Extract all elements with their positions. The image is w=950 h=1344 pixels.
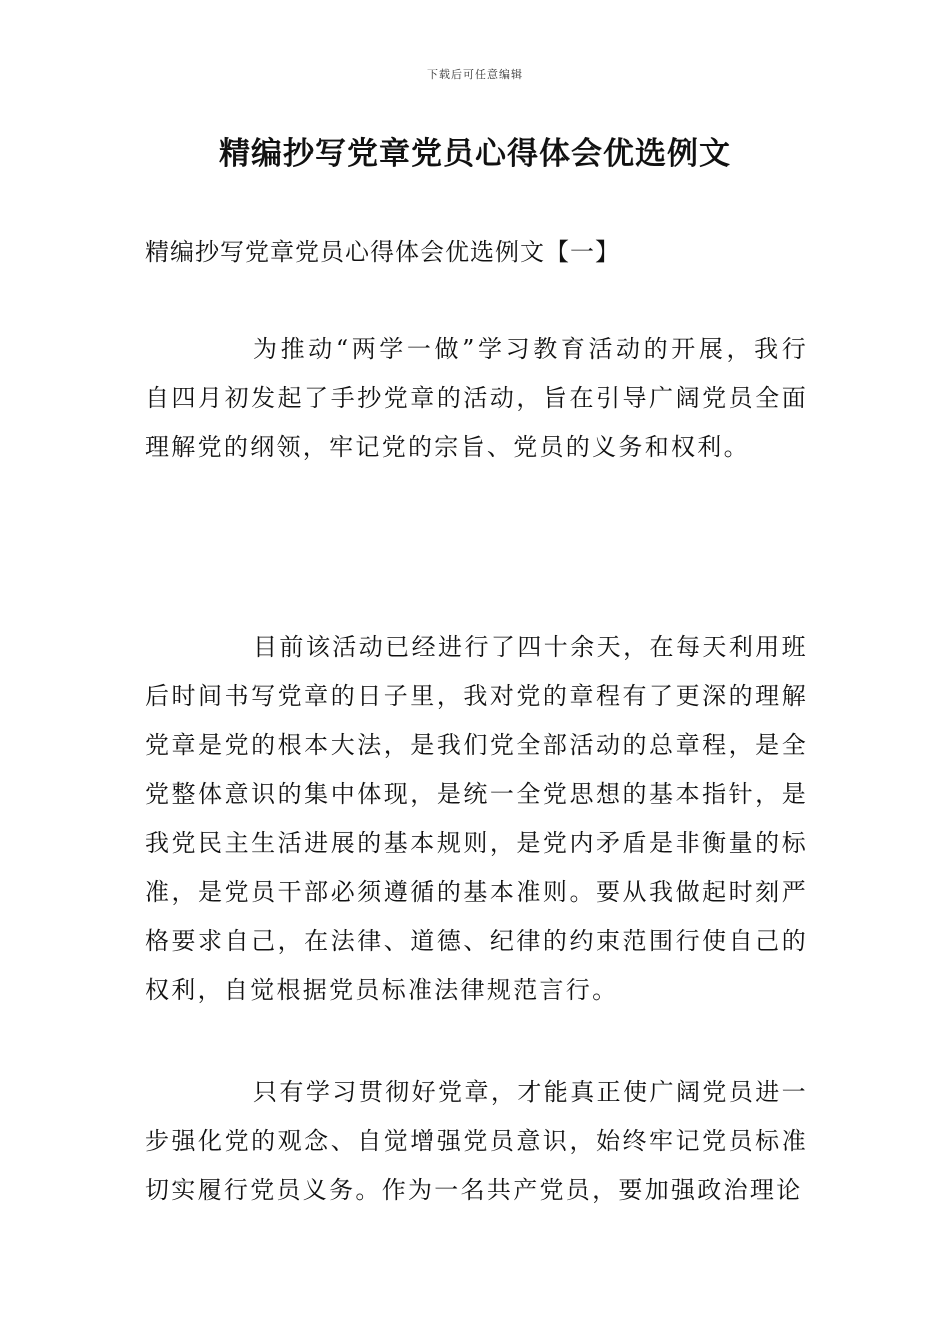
document-title: 精编抄写党章党员心得体会优选例文	[219, 136, 731, 172]
paragraph-3: 只有学习贯彻好党章，才能真正使广阔党员进一步强化党的观念、自觉增强党员意识，始终牢记党员标准切实履行党员义务。作为一名共产党员，要加强政治理论	[145, 1078, 808, 1204]
paragraph-1: 为推动“两学一做”学习教育活动的开展，我行自四月初发起了手抄党章的活动，旨在引导广阔党员全面理解党的纲领，牢记党的宗旨、党员的义务和权利。	[145, 335, 808, 461]
header-note: 下载后可任意编辑	[427, 68, 523, 81]
section-heading: 精编抄写党章党员心得体会优选例文【一】	[145, 238, 620, 266]
paragraph-2: 目前该活动已经进行了四十余天，在每天利用班后时间书写党章的日子里，我对党的章程有了更深的理解党章是党的根本大法，是我们党全部活动的总章程，是全党整体意识的集中体现，是统一全党思想的基本指针，是我党民主生活进展的基本规则，是党内矛盾是非衡量的标准，是党员干部必须遵循的基本准则。要从我做起时刻严格要求自己，在法律、道德、纪律的约束范围行使自己的权利，自觉根据党员标准法律规范言行。	[145, 633, 808, 1004]
